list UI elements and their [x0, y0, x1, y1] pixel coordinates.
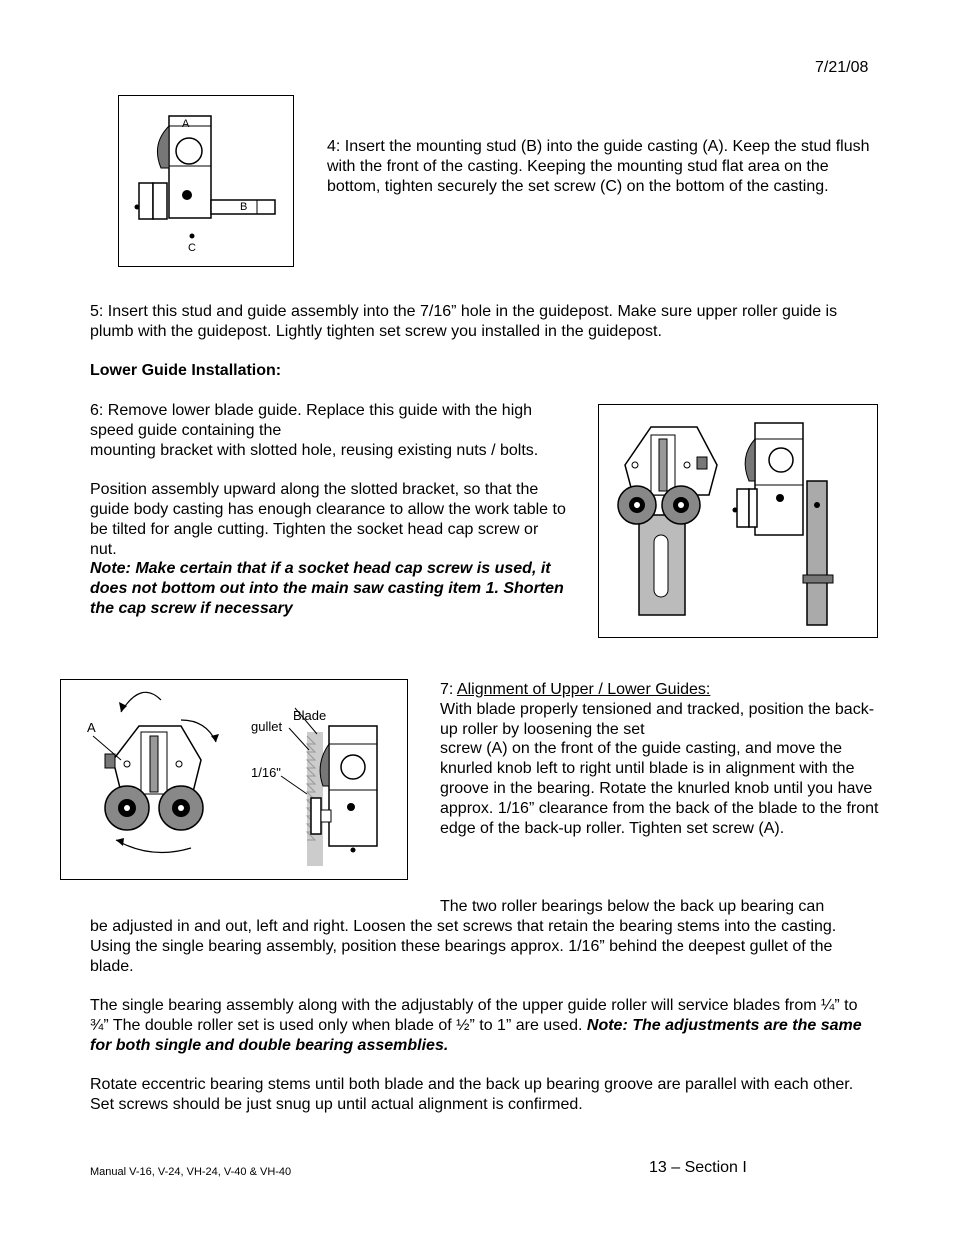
step4-text: 4: Insert the mounting stud (B) into the guide casting (A). Keep the stud flush with the front of the casting. Keeping the mounting stud flat area on the bottom, tighten securely the set screw (C) on the bottom of the casting. — [327, 138, 870, 195]
step6-note: Note: Make certain that if a socket head cap screw is used, it does not bottom out into the main saw casting item 1. Shorten the cap screw if necessary — [90, 560, 564, 617]
single-bearing-paragraph — [90, 996, 880, 1055]
rollers-paragraph: be adjusted in and out, left and right. Loosen the set screws that retain the bearing stems into the casting. Using the single bearing assembly, position these bearings approx. 1/16” behind the deepest gullet of the blade. — [90, 918, 837, 975]
step6-block — [90, 401, 568, 619]
upper-guide-figure — [118, 95, 294, 267]
step7-line1: With blade properly tensioned and tracked, position the back-up roller by loosening the set — [440, 700, 875, 738]
fig3-label-gap: 1/16" — [251, 765, 281, 780]
step5-text: 5: Insert this stud and guide assembly into the 7/16” hole in the guidepost. Make sure upper roller guide is plumb with the guidepost. Lightly tighten set screw you installed in the guidepost. — [90, 303, 838, 340]
step6-line1: 6: Remove lower blade guide. Replace this guide with the high speed guide containing the — [90, 402, 533, 439]
fig1-label-c: C — [188, 242, 196, 254]
step7-prefix: 7: — [440, 681, 457, 698]
rotate-paragraph: Rotate eccentric bearing stems until both blade and the back up bearing groove are parallel with each other. Set screws should be just snug up until actual alignment is confirmed. — [90, 1076, 854, 1113]
lower-guide-heading: Lower Guide Installation: — [90, 362, 282, 379]
alignment-figure — [60, 679, 408, 880]
lower-guide-figure — [598, 404, 878, 638]
step6-position: Position assembly upward along the slotted bracket, so that the guide body casting has enough clearance to allow the work table to be tilted for angle cutting. Tighten the socket head cap screw or nut. — [90, 481, 566, 558]
step7-line2: screw (A) on the front of the guide casting, and move the knurled knob left to right until blade is in alignment with the groove in the bearing. Rotate the knurled knob until you have approx. 1/16” clearance from the back of the blade to the front edge of the back-up roller. Tighten set screw (A). — [440, 740, 879, 837]
rollers-paragraph-start: The two roller bearings below the back up bearing can — [440, 898, 825, 915]
fig3-label-gullet: gullet — [251, 719, 283, 734]
footer-page: 13 – Section I — [649, 1159, 747, 1176]
step7-block — [440, 680, 880, 838]
footer-manual: Manual V-16, V-24, VH-24, V-40 & VH-40 — [90, 1166, 292, 1178]
fig3-label-a: A — [87, 720, 96, 735]
fig1-label-b: B — [240, 201, 248, 213]
step6-line2: mounting bracket with slotted hole, reusing existing nuts / bolts. — [90, 441, 539, 459]
step7-title: Alignment of Upper / Lower Guides: — [456, 681, 711, 698]
fig1-label-a: A — [182, 118, 190, 130]
header-date: 7/21/08 — [815, 59, 869, 76]
single-bearing-note: Note: The adjustments are the same for both single and double bearing assemblies. — [90, 1016, 862, 1054]
fig3-label-blade: Blade — [293, 708, 327, 723]
single-bearing-text: The single bearing assembly along with the adjustably of the upper guide roller will service blades from ¼” to ¾” The double roller set is used only when blade of ½” to 1” are used. — [90, 997, 858, 1034]
